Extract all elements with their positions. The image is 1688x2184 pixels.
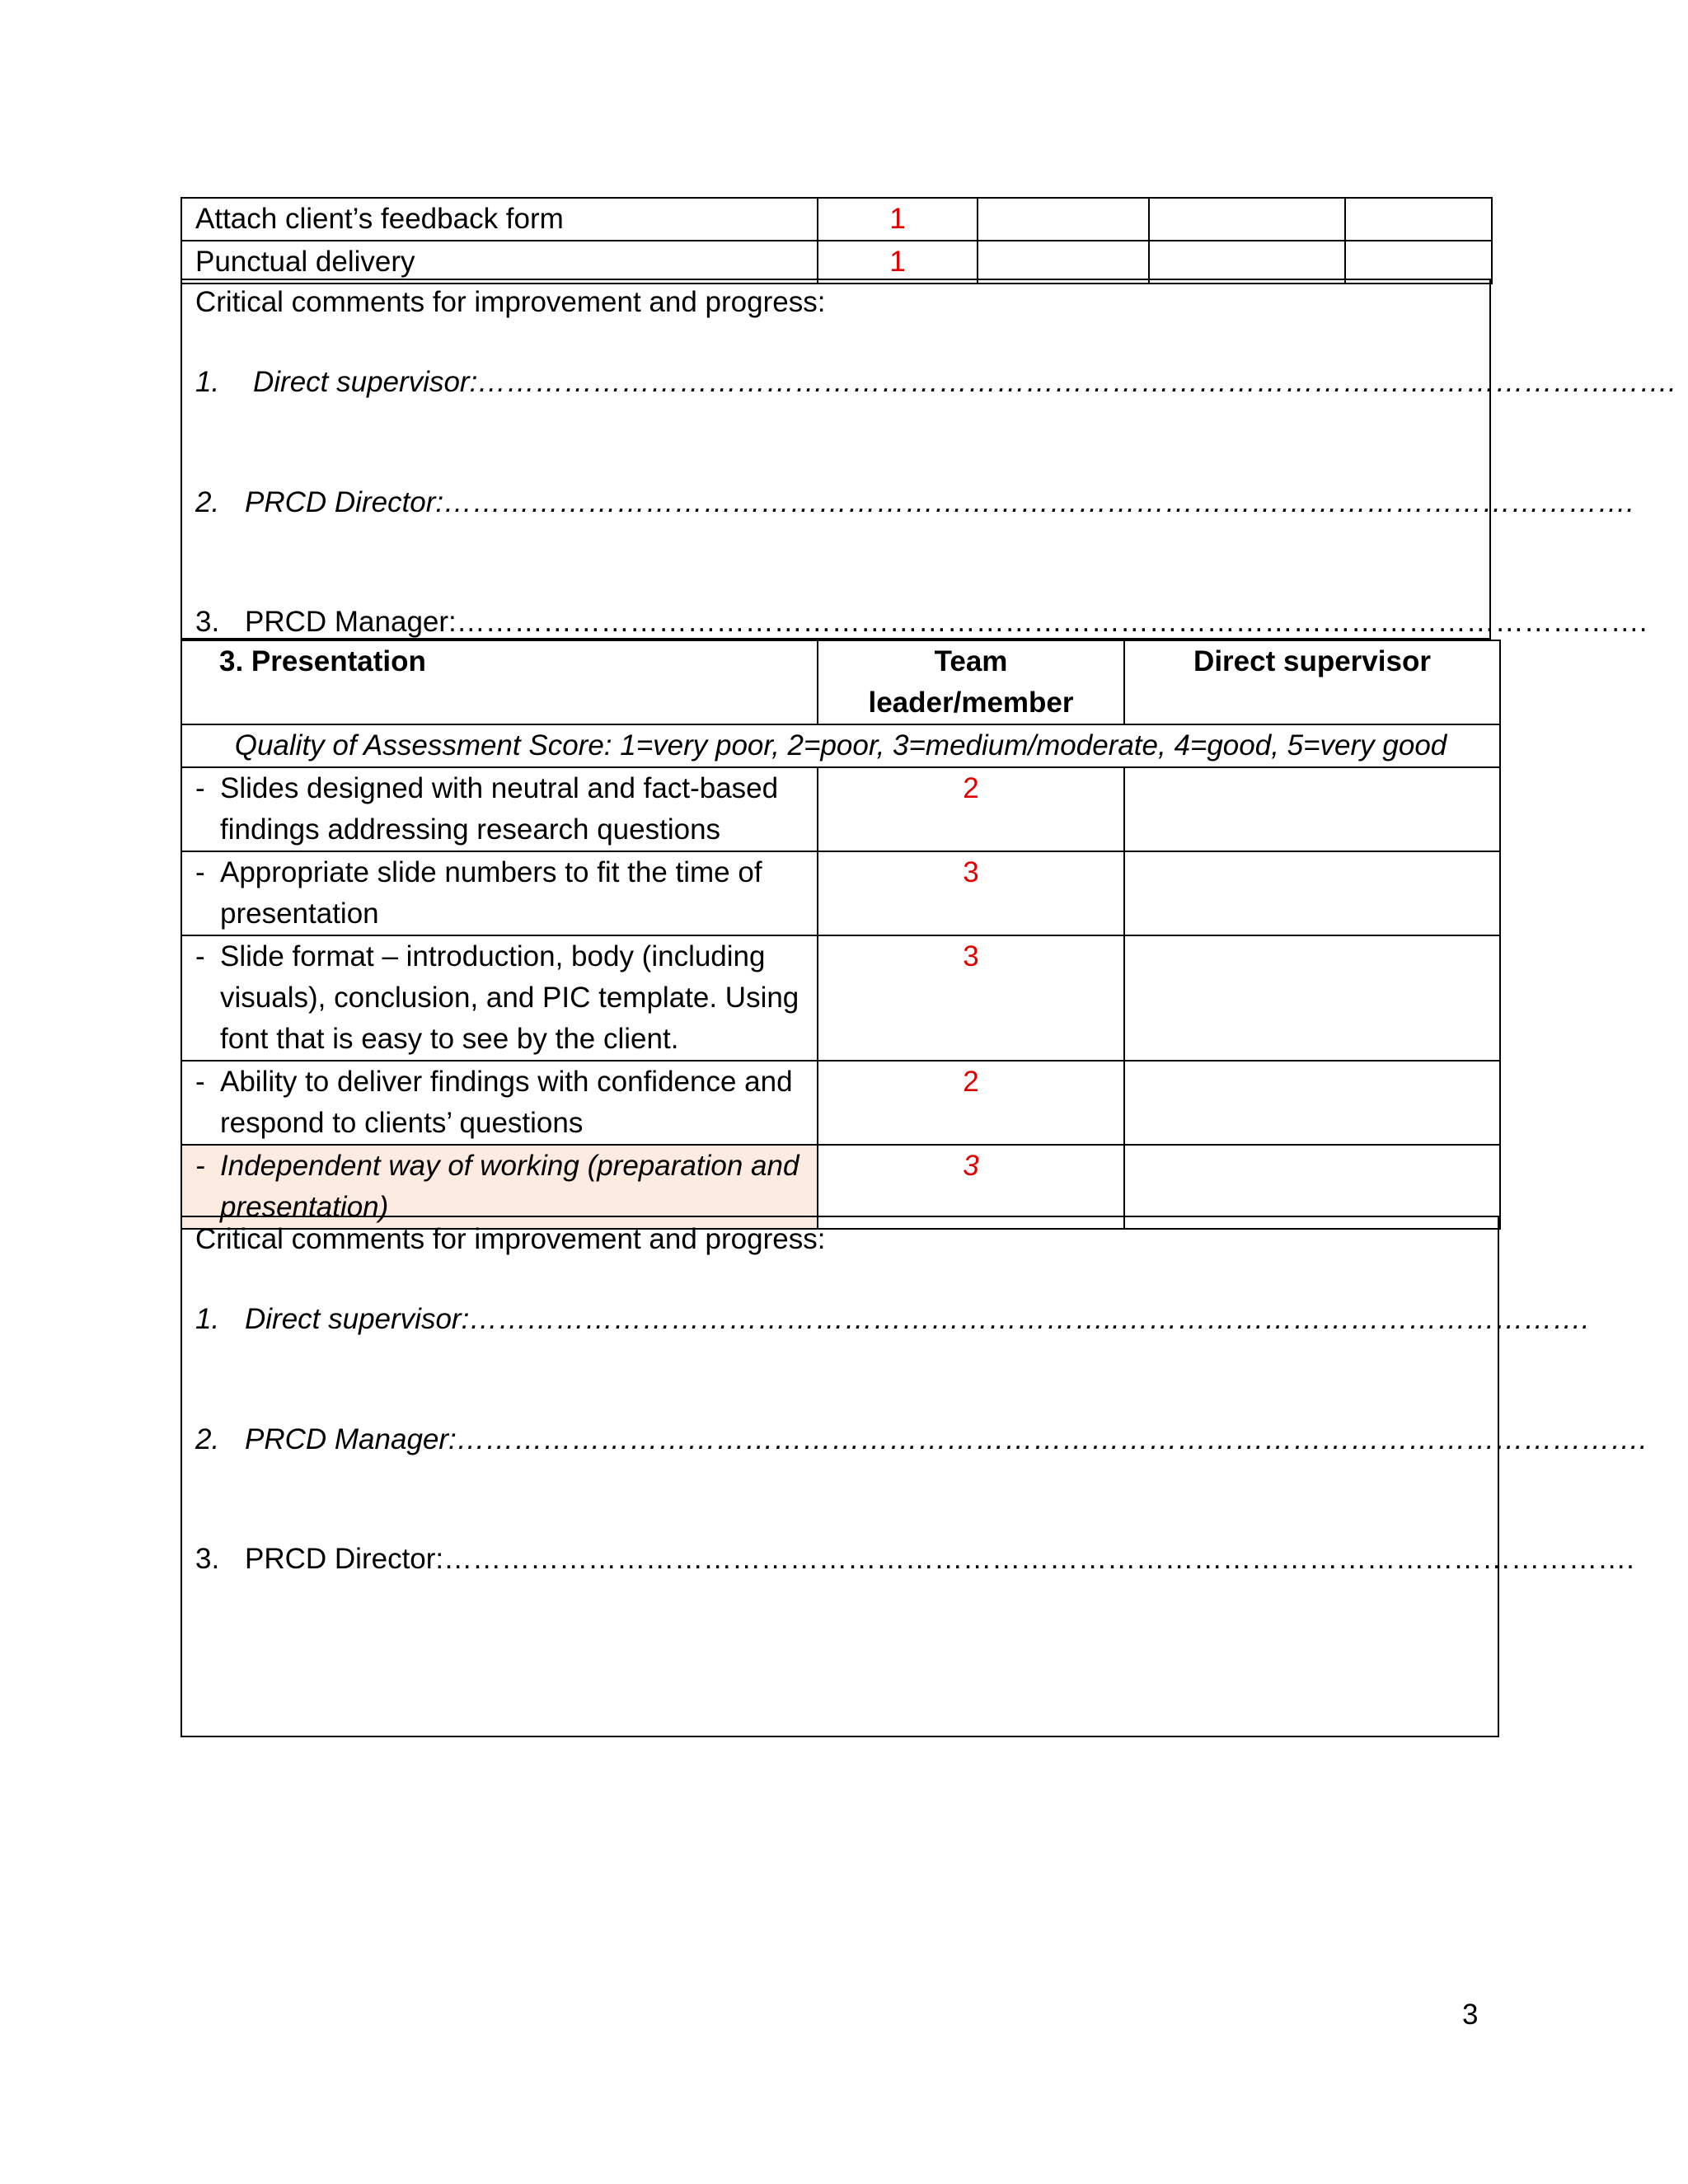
empty-cell (1124, 1061, 1500, 1145)
score-cell: 3 (818, 935, 1124, 1061)
comments-heading: Critical comments for improvement and progress: (195, 1223, 826, 1255)
bullet-dash: - (195, 772, 205, 804)
comment-number: 2. (195, 1423, 220, 1455)
criterion-cell (181, 767, 818, 851)
empty-cell (1124, 767, 1500, 851)
comment-text: PRCD Director:……………………………………………………………………………………………………………. (245, 486, 1634, 518)
empty-cell (1124, 851, 1500, 935)
comment-line-prcd-manager (195, 602, 1647, 643)
row-label: Attach client’s feedback form (181, 198, 818, 241)
table-row (181, 851, 1500, 935)
score-cell: 3 (818, 851, 1124, 935)
bullet-dash: - (195, 856, 205, 888)
score-cell: 2 (818, 767, 1124, 851)
row-label: Punctual delivery (181, 241, 818, 284)
table-row (181, 198, 1492, 241)
table-row (181, 1061, 1500, 1145)
criterion-text: Slide format – introduction, body (including visuals), conclusion, and PIC template. Using font that is easy to see by the client. (220, 940, 799, 1055)
score-legend: Quality of Assessment Score: 1=very poor, 2=poor, 3=medium/moderate, 4=good, 5=very good (181, 724, 1500, 767)
empty-cell (978, 198, 1149, 241)
comment-text: PRCD Manager:……………………………………………………………………………………………………………. (245, 606, 1648, 638)
comment-line-prcd-director (195, 1539, 1634, 1580)
score-cell: 1 (818, 241, 978, 284)
criterion-cell (181, 935, 818, 1061)
empty-cell (1345, 241, 1492, 284)
criterion-text: Slides designed with neutral and fact-based findings addressing research questions (220, 772, 779, 846)
presentation-table (181, 640, 1501, 1230)
top-comments-box (181, 279, 1676, 640)
bullet-dash: - (195, 940, 205, 972)
empty-cell (1149, 241, 1345, 284)
table-row (181, 241, 1492, 284)
comment-number: 1. (195, 366, 220, 398)
comment-number: 2. (195, 486, 220, 518)
comment-number: 1. (195, 1303, 220, 1335)
criterion-cell (181, 1061, 818, 1145)
table-header-row (181, 640, 1500, 724)
bullet-dash: - (195, 1150, 205, 1182)
score-cell: 3 (818, 1145, 1124, 1229)
column-header-team: Team leader/member (818, 640, 1124, 724)
page-number: 3 (1462, 1999, 1479, 2031)
criterion-cell (181, 851, 818, 935)
comment-line-prcd-director (195, 482, 1634, 523)
criterion-text: Independent way of working (preparation and presentation) (220, 1150, 799, 1223)
criterion-text: Ability to deliver findings with confidence and respond to clients’ questions (220, 1066, 793, 1139)
comment-text: Direct supervisor:…………………………………………………………..…………………………………………. (245, 1303, 1590, 1335)
bullet-dash: - (195, 1066, 205, 1098)
comment-number: 3. (195, 1543, 220, 1575)
criterion-text: Appropriate slide numbers to fit the time of presentation (220, 856, 762, 930)
table-row (181, 935, 1500, 1061)
empty-cell (978, 241, 1149, 284)
top-score-table (181, 197, 1493, 284)
comment-line-prcd-manager (195, 1419, 1647, 1460)
empty-cell (1124, 935, 1500, 1061)
section-title: 3. Presentation (181, 640, 818, 724)
comment-line-direct-supervisor (195, 1299, 1589, 1340)
comment-line-direct-supervisor (195, 362, 1676, 403)
empty-cell (1345, 198, 1492, 241)
score-legend-row (181, 724, 1500, 767)
presentation-comments-box (181, 1216, 1648, 1737)
empty-cell (1149, 198, 1345, 241)
table-row (181, 767, 1500, 851)
comments-heading: Critical comments for improvement and progress: (195, 286, 826, 318)
comment-text: Direct supervisor:……………………………………………………………………………………….……………………. (253, 366, 1676, 398)
comment-text: PRCD Manager:……………………………………………………………………………………………………………. (245, 1423, 1648, 1455)
comment-number: 3. (195, 606, 220, 638)
comment-text: PRCD Director:……………………………………………………………………………………………………………. (245, 1543, 1634, 1575)
score-cell: 2 (818, 1061, 1124, 1145)
column-header-supervisor: Direct supervisor (1124, 640, 1500, 724)
score-cell: 1 (818, 198, 978, 241)
